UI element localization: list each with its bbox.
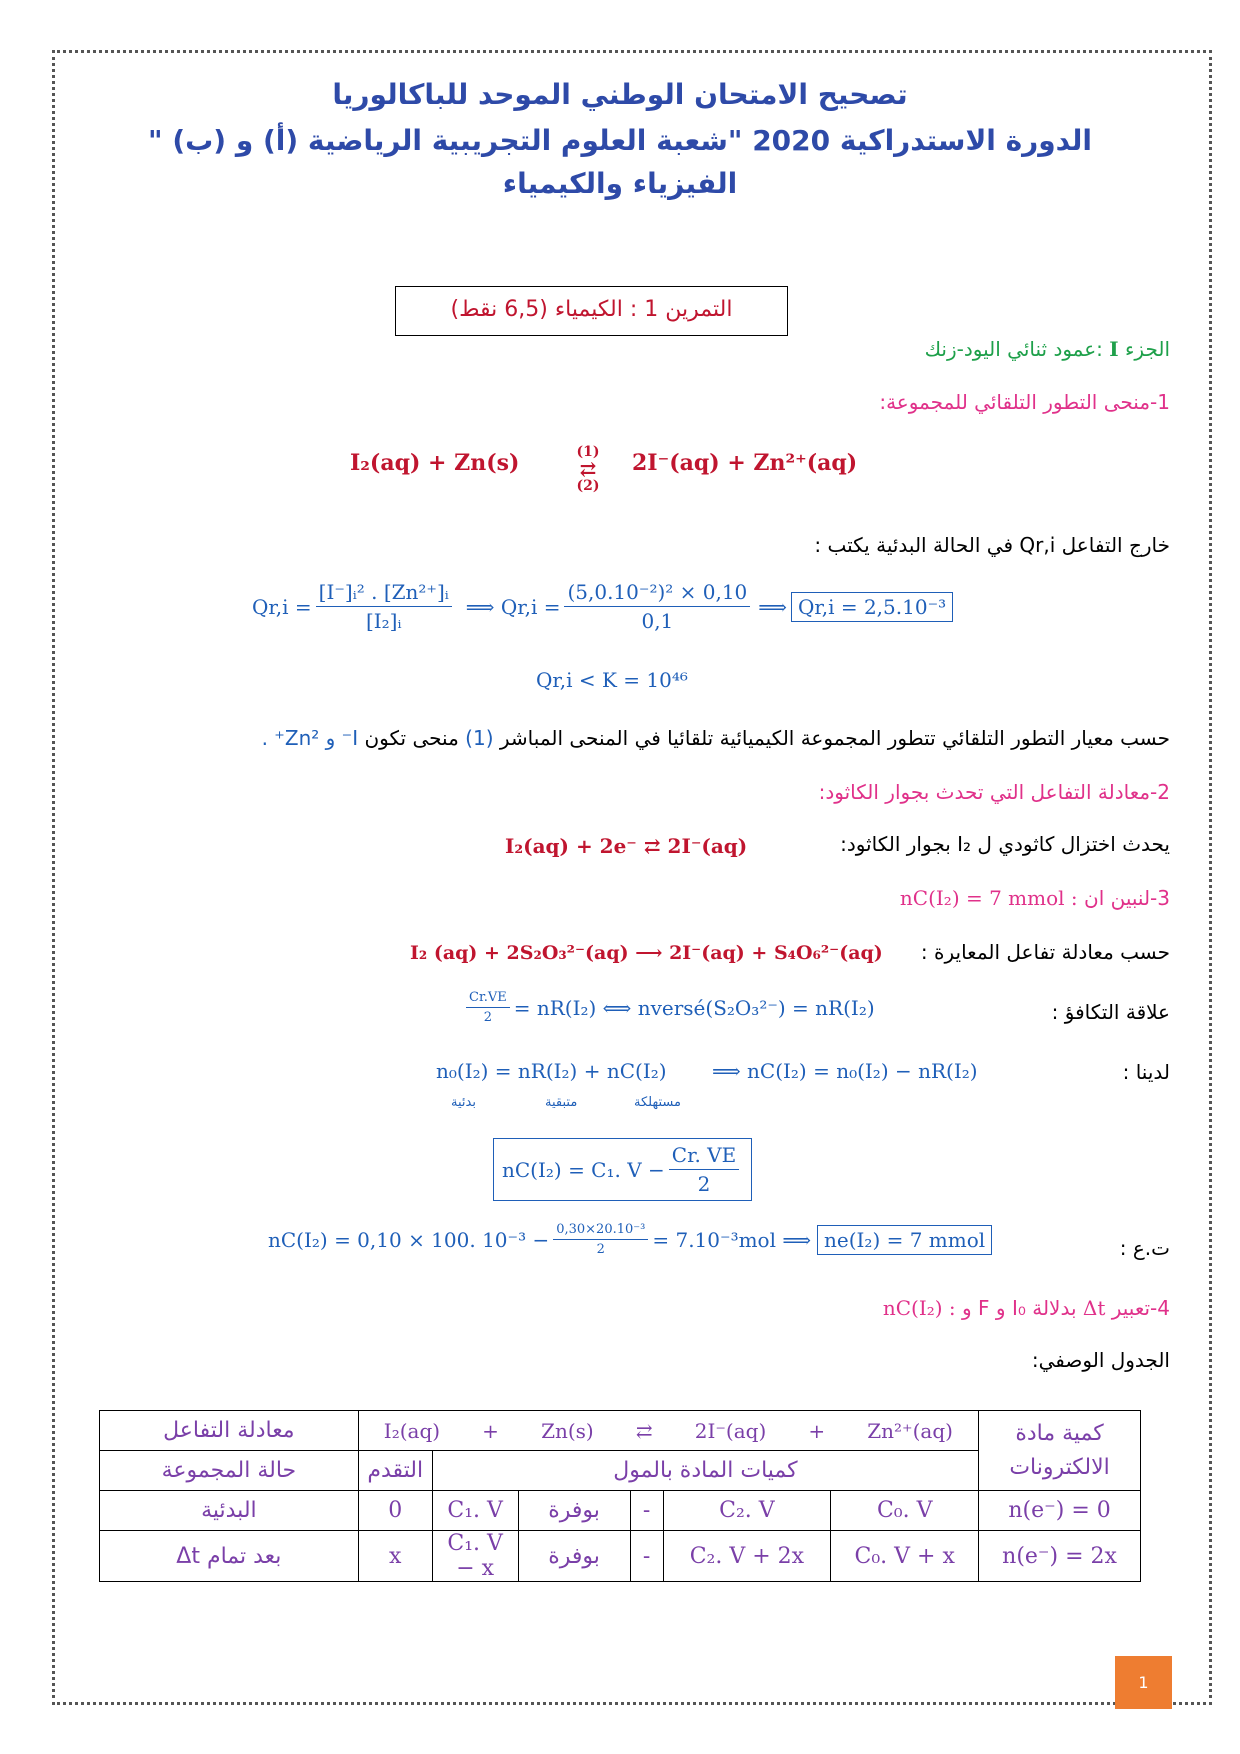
nc-boxed-formula bbox=[493, 1138, 752, 1201]
qri-fraction bbox=[316, 580, 452, 633]
conclusion-species: I⁻ و Zn²⁺ . bbox=[261, 726, 359, 750]
row1-c2: بوفرة bbox=[518, 1491, 630, 1531]
row2-state: بعد تمام Δt bbox=[100, 1531, 359, 1582]
q2-text: يحدث اختزال كاثودي ل I₂ بجوار الكاثود: bbox=[840, 832, 1170, 856]
equivalence-denominator: 2 bbox=[483, 1010, 493, 1025]
row2-c1: C₁. V − x bbox=[432, 1531, 518, 1582]
numeric-denominator: 2 bbox=[596, 1242, 605, 1257]
eq-term-plus-2: + bbox=[808, 1418, 826, 1443]
qri-comparison: Qr,i < K = 10⁴⁶ bbox=[536, 668, 688, 692]
row2-electrons: n(e⁻) = 2x bbox=[979, 1531, 1141, 1582]
table-row-equation bbox=[100, 1411, 1141, 1451]
row2-c3: - bbox=[630, 1531, 663, 1582]
reaction-right: 2I⁻(aq) + Zn²⁺(aq) bbox=[632, 450, 858, 476]
q1-conclusion bbox=[262, 726, 1170, 750]
reaction-equation bbox=[350, 450, 519, 476]
nc-boxed-fraction bbox=[669, 1143, 739, 1196]
qri-denominator: [I₂]ᵢ bbox=[365, 609, 402, 633]
q4-heading-prefix: 4-تعبير bbox=[1111, 1296, 1170, 1320]
q2-heading: 2-معادلة التفاعل التي تحدث بجوار الكاثود: bbox=[818, 780, 1170, 804]
qri-formula bbox=[252, 580, 953, 633]
qri-result: Qr,i = 2,5.10⁻³ bbox=[791, 592, 953, 622]
numeric-rhs: = 7.10⁻³mol ⟹ bbox=[652, 1227, 812, 1252]
eq-term-plus-1: + bbox=[482, 1418, 499, 1443]
q4-heading-suffix: nC(I₂) : bbox=[882, 1296, 956, 1320]
page-number: 1 bbox=[1115, 1656, 1172, 1709]
equivalence-rest: = nR(I₂) ⟺ nversé(S₂O₃²⁻) = nR(I₂) bbox=[513, 995, 875, 1020]
numeric-result: ne(I₂) = 7 mmol bbox=[817, 1225, 992, 1255]
q4-heading-mid: بدلالة I₀ و F و bbox=[962, 1296, 1077, 1320]
row1-c5: C₀. V bbox=[831, 1491, 979, 1531]
conclusion-main: حسب معيار التطور التلقائي تتطور المجموعة الكيميائية تلقائيا في المنحى المباشر bbox=[499, 726, 1170, 750]
numeric-lhs: nC(I₂) = 0,10 × 100. 10⁻³ − bbox=[268, 1227, 550, 1252]
descriptive-table bbox=[99, 1410, 1141, 1582]
qri-numerator: [I⁻]ᵢ² . [Zn²⁺]ᵢ bbox=[316, 580, 452, 607]
qri-implies: ⟹ bbox=[758, 594, 787, 619]
row2-c2: بوفرة bbox=[518, 1531, 630, 1582]
numeric-numerator: 0,30×20.10⁻³ bbox=[553, 1222, 648, 1240]
q3-heading-text: 3-لنبين ان bbox=[1084, 886, 1170, 910]
table-row bbox=[100, 1531, 1141, 1582]
reaction-arrow bbox=[568, 444, 608, 494]
have-equation-right: ⟹ nC(I₂) = n₀(I₂) − nR(I₂) bbox=[712, 1059, 978, 1083]
qri-text: خارج التفاعل Qr,i في الحالة البدئية يكتب : bbox=[814, 533, 1170, 557]
row1-c3: - bbox=[630, 1491, 663, 1531]
q1-heading: 1-منحى التطور التلقائي للمجموعة: bbox=[879, 390, 1170, 414]
eq-term-iodide: 2I⁻(aq) bbox=[694, 1418, 767, 1443]
eq-term-zn: Zn(s) bbox=[541, 1418, 594, 1443]
titration-equation: I₂ (aq) + 2S₂O₃²⁻(aq) ⟶ 2I⁻(aq) + S₄O₆²⁻(aq) bbox=[410, 942, 883, 964]
row2-advance: x bbox=[358, 1531, 432, 1582]
eq-term-i2: I₂(aq) bbox=[383, 1418, 441, 1443]
numeric-label: ت.ع : bbox=[1119, 1236, 1170, 1260]
electrons-header: كمية مادة الالكترونات bbox=[979, 1411, 1141, 1491]
equivalence-formula bbox=[462, 990, 875, 1025]
equation-label-cell: معادلة التفاعل bbox=[100, 1411, 359, 1451]
qri-value-numerator: (5,0.10⁻²)² × 0,10 bbox=[564, 580, 750, 607]
numeric-fraction bbox=[553, 1222, 648, 1257]
equation-cell bbox=[358, 1411, 978, 1451]
part-title: :عمود ثنائي اليود-زنك bbox=[924, 337, 1103, 361]
advance-header: التقدم bbox=[358, 1451, 432, 1491]
part-label: الجزء bbox=[1125, 337, 1170, 361]
row1-c1: C₁. V bbox=[432, 1491, 518, 1531]
qri-mid: ⟹ Qr,i = bbox=[465, 594, 561, 619]
eq-term-arrow: ⇄ bbox=[635, 1418, 653, 1443]
state-header: حالة المجموعة bbox=[100, 1451, 359, 1491]
nc-boxed-denominator: 2 bbox=[697, 1172, 711, 1196]
q3-heading-formula: nC(I₂) = 7 mmol : bbox=[899, 886, 1078, 910]
qri-value-denominator: 0,1 bbox=[641, 609, 674, 633]
titration-text: حسب معادلة تفاعل المعايرة : bbox=[920, 940, 1170, 964]
arrow-direction-2: (2) bbox=[576, 478, 600, 494]
row1-advance: 0 bbox=[358, 1491, 432, 1531]
row1-c4: C₂. V bbox=[663, 1491, 831, 1531]
row1-state: البدئية bbox=[100, 1491, 359, 1531]
q4-heading bbox=[883, 1296, 1170, 1320]
equivalence-label: علاقة التكافؤ : bbox=[1051, 1000, 1170, 1024]
table-row bbox=[100, 1491, 1141, 1531]
reaction-left: I₂(aq) + Zn(s) bbox=[350, 450, 520, 476]
exercise-title-box: التمرين 1 : الكيمياء (6,5 نقط) bbox=[395, 286, 788, 336]
nc-boxed-numerator: Cr. VE bbox=[669, 1143, 739, 1170]
title-line-1: تصحيح الامتحان الوطني الموحد للباكالوريا bbox=[332, 78, 908, 111]
part-roman: I bbox=[1109, 337, 1119, 361]
quantities-header: كميات المادة بالمول bbox=[432, 1451, 978, 1491]
part-heading bbox=[925, 337, 1170, 361]
row2-c5: C₀. V + x bbox=[831, 1531, 979, 1582]
arrow-direction-1: (1) bbox=[576, 444, 600, 460]
brace-label-initial: بدئية bbox=[451, 1095, 476, 1110]
numeric-application bbox=[268, 1222, 992, 1257]
equilibrium-arrow-icon: ⇄ bbox=[579, 457, 597, 481]
equivalence-fraction bbox=[466, 990, 510, 1025]
q2-equation: I₂(aq) + 2e⁻ ⇄ 2I⁻(aq) bbox=[505, 834, 748, 858]
title-line-3: الفيزياء والكيمياء bbox=[502, 167, 738, 200]
nc-boxed-lhs: nC(I₂) = C₁. V − bbox=[502, 1157, 665, 1182]
qri-lhs: Qr,i = bbox=[252, 594, 312, 619]
have-equation-left: n₀(I₂) = nR(I₂) + nC(I₂) bbox=[436, 1059, 667, 1083]
equivalence-numerator: Cr.VE bbox=[466, 990, 510, 1008]
row2-c4: C₂. V + 2x bbox=[663, 1531, 831, 1582]
title-line-2: الدورة الاستدراكية 2020 "شعبة العلوم التجريبية الرياضية (أ) و (ب) " bbox=[148, 124, 1092, 157]
conclusion-direction: (1) bbox=[465, 726, 494, 750]
have-label: لدينا : bbox=[1122, 1060, 1170, 1084]
qri-value-fraction bbox=[564, 580, 750, 633]
brace-label-consumed: مستهلكة bbox=[634, 1095, 681, 1110]
table-title: الجدول الوصفي: bbox=[1031, 1348, 1170, 1372]
row1-electrons: n(e⁻) = 0 bbox=[979, 1491, 1141, 1531]
conclusion-form: منحى تكون bbox=[364, 726, 459, 750]
brace-label-remaining: متبقية bbox=[545, 1095, 578, 1110]
eq-term-zinc-ion: Zn²⁺(aq) bbox=[867, 1418, 953, 1443]
q4-heading-dt: Δt bbox=[1082, 1296, 1106, 1320]
q3-heading bbox=[900, 886, 1170, 910]
